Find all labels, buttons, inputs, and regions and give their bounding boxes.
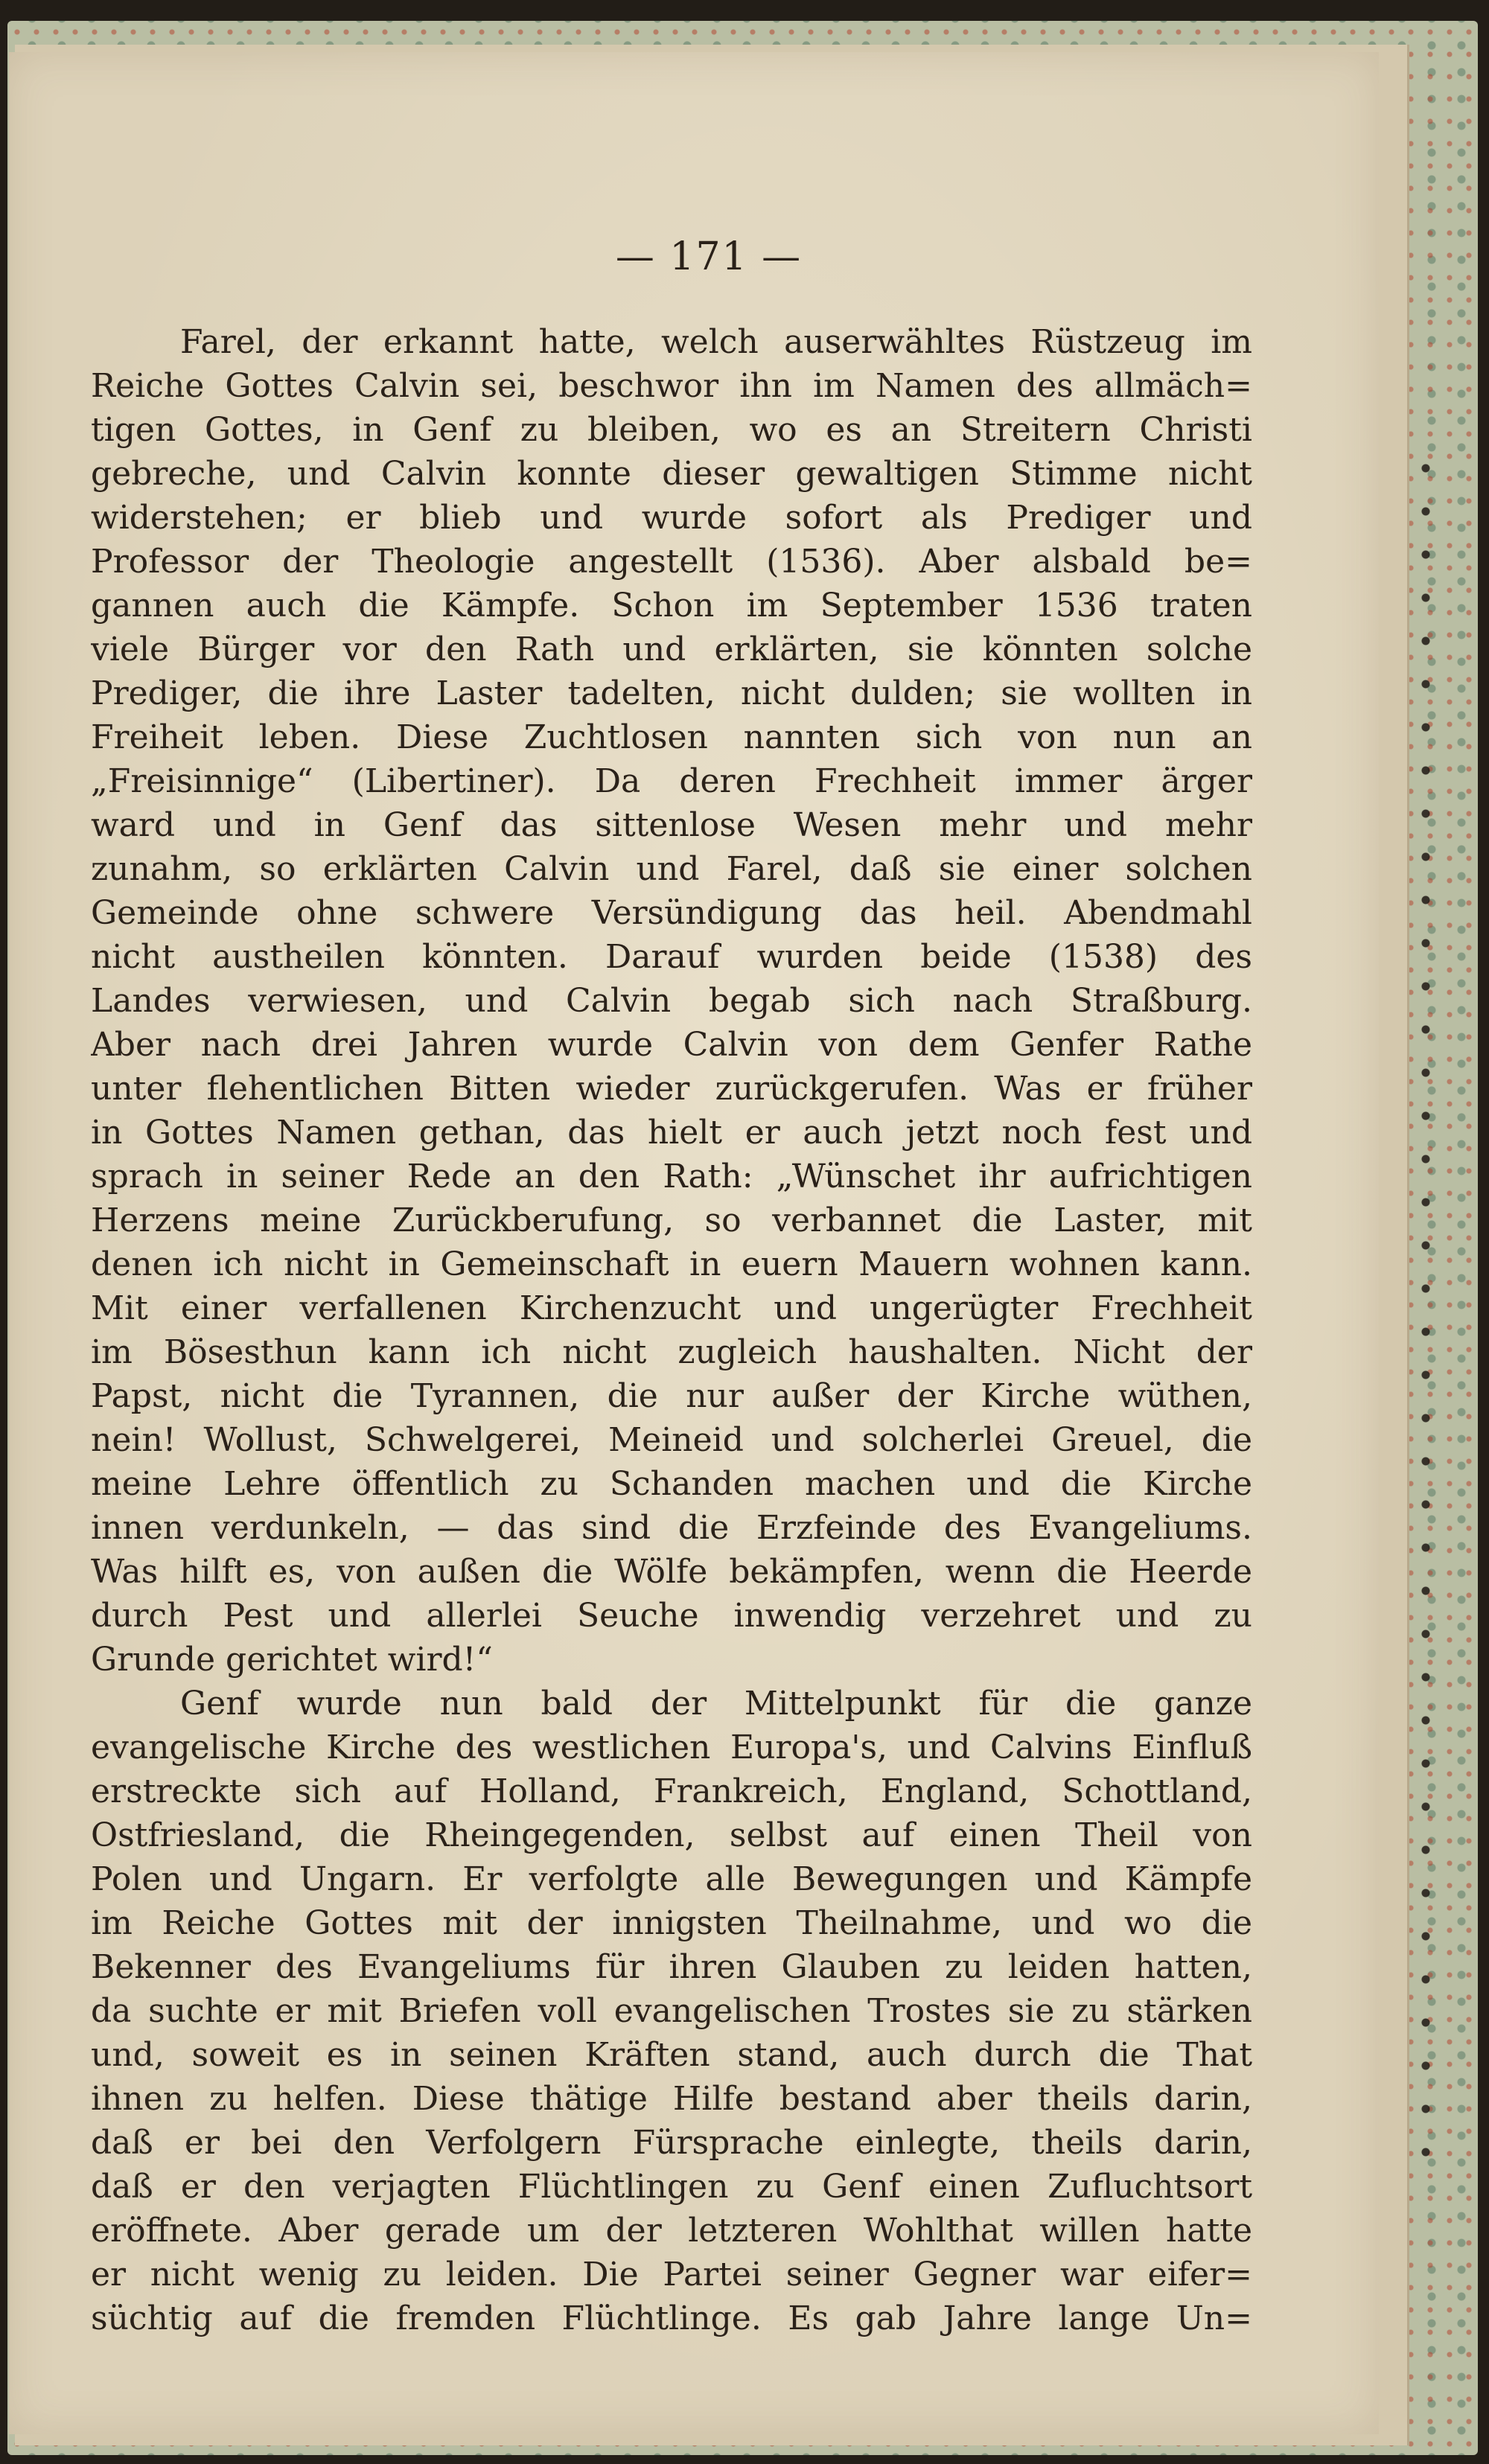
- text-line: er nicht wenig zu leiden. Die Partei seiner Gegner war eifer=: [91, 2256, 1252, 2294]
- text-line: Freiheit leben. Diese Zuchtlosen nannten sich von nun an: [91, 718, 1252, 756]
- text-line: innen verdunkeln, — das sind die Erzfeinde des Evangeliums.: [91, 1509, 1252, 1547]
- text-line: Grunde gerichtet wird!“: [91, 1641, 493, 1679]
- text-line: widerstehen; er blieb und wurde sofort als Prediger und: [91, 499, 1252, 537]
- text-line: eröffnete. Aber gerade um der letzteren Wohlthat willen hatte: [91, 2212, 1252, 2250]
- page-number: — 171 —: [615, 234, 803, 279]
- text-line: süchtig auf die fremden Flüchtlinge. Es gab Jahre lange Un=: [91, 2299, 1252, 2337]
- text-line: daß er bei den Verfolgern Fürsprache einlegte, theils darin,: [91, 2124, 1252, 2162]
- text-line: in Gottes Namen gethan, das hielt er auch jetzt noch fest und: [91, 1114, 1252, 1152]
- text-line: sprach in seiner Rede an den Rath: „Wünschet ihr aufrichtigen: [91, 1158, 1252, 1196]
- text-line: Gemeinde ohne schwere Versündigung das heil. Abendmahl: [91, 894, 1252, 932]
- text-line: Was hilft es, von außen die Wölfe bekämpfen, wenn die Heerde: [91, 1553, 1252, 1591]
- body-text: [91, 320, 1252, 2340]
- cover-stitch-holes: [1418, 447, 1433, 2159]
- text-line: Professor der Theologie angestellt (1536). Aber alsbald be=: [91, 543, 1252, 581]
- text-line: zunahm, so erklärten Calvin und Farel, daß sie einer solchen: [91, 850, 1252, 888]
- text-line: Papst, nicht die Tyrannen, die nur außer der Kirche wüthen,: [91, 1377, 1252, 1415]
- text-line: ward und in Genf das sittenlose Wesen mehr und mehr: [91, 806, 1252, 844]
- text-line: meine Lehre öffentlich zu Schanden machen und die Kirche: [91, 1465, 1252, 1503]
- text-line: denen ich nicht in Gemeinschaft in euern Mauern wohnen kann.: [91, 1245, 1252, 1283]
- text-line: ihnen zu helfen. Diese thätige Hilfe bestand aber theils darin,: [91, 2080, 1252, 2118]
- text-line: Polen und Ungarn. Er verfolgte alle Bewegungen und Kämpfe: [91, 1860, 1252, 1898]
- text-line: im Bösesthun kann ich nicht zugleich haushalten. Nicht der: [91, 1333, 1252, 1371]
- text-line: erstreckte sich auf Holland, Frankreich, England, Schottland,: [91, 1772, 1252, 1810]
- text-line: Prediger, die ihre Laster tadelten, nicht dulden; sie wollten in: [91, 674, 1252, 712]
- text-line: Reiche Gottes Calvin sei, beschwor ihn im Namen des allmäch=: [91, 367, 1252, 405]
- text-line: und, soweit es in seinen Kräften stand, auch durch die That: [91, 2036, 1252, 2074]
- text-line: da suchte er mit Briefen voll evangelischen Trostes sie zu stärken: [91, 1992, 1252, 2030]
- text-line: tigen Gottes, in Genf zu bleiben, wo es an Streitern Christi: [91, 411, 1252, 449]
- text-line: nein! Wollust, Schwelgerei, Meineid und solcherlei Greuel, die: [91, 1421, 1252, 1459]
- text-line: „Freisinnige“ (Libertiner). Da deren Frechheit immer ärger: [91, 762, 1252, 800]
- text-line: Herzens meine Zurückberufung, so verbannet die Laster, mit: [91, 1201, 1252, 1239]
- text-line: viele Bürger vor den Rath und erklärten, sie könnten solche: [91, 631, 1252, 668]
- text-line: Genf wurde nun bald der Mittelpunkt für die ganze: [180, 1685, 1252, 1723]
- text-line: durch Pest und allerlei Seuche inwendig verzehret und zu: [91, 1597, 1252, 1635]
- text-line: im Reiche Gottes mit der innigsten Theilnahme, und wo die: [91, 1904, 1252, 1942]
- book-page: [9, 52, 1379, 2434]
- text-line: gannen auch die Kämpfe. Schon im September 1536 traten: [91, 587, 1252, 625]
- text-line: Ostfriesland, die Rheingegenden, selbst auf einen Theil von: [91, 1816, 1252, 1854]
- text-line: Landes verwiesen, und Calvin begab sich nach Straßburg.: [91, 982, 1252, 1020]
- text-line: nicht austheilen könnten. Darauf wurden beide (1538) des: [91, 938, 1252, 976]
- text-line: Aber nach drei Jahren wurde Calvin von dem Genfer Rathe: [91, 1026, 1252, 1064]
- text-line: evangelische Kirche des westlichen Europa's, und Calvins Einfluß: [91, 1729, 1252, 1766]
- text-line: Bekenner des Evangeliums für ihren Glauben zu leiden hatten,: [91, 1948, 1252, 1986]
- text-line: Farel, der erkannt hatte, welch auserwähltes Rüstzeug im: [180, 323, 1252, 361]
- text-line: daß er den verjagten Flüchtlingen zu Genf einen Zufluchtsort: [91, 2168, 1252, 2206]
- text-line: unter flehentlichen Bitten wieder zurückgerufen. Was er früher: [91, 1070, 1252, 1108]
- text-line: gebreche, und Calvin konnte dieser gewaltigen Stimme nicht: [91, 455, 1252, 493]
- text-line: Mit einer verfallenen Kirchenzucht und ungerügter Frechheit: [91, 1289, 1252, 1327]
